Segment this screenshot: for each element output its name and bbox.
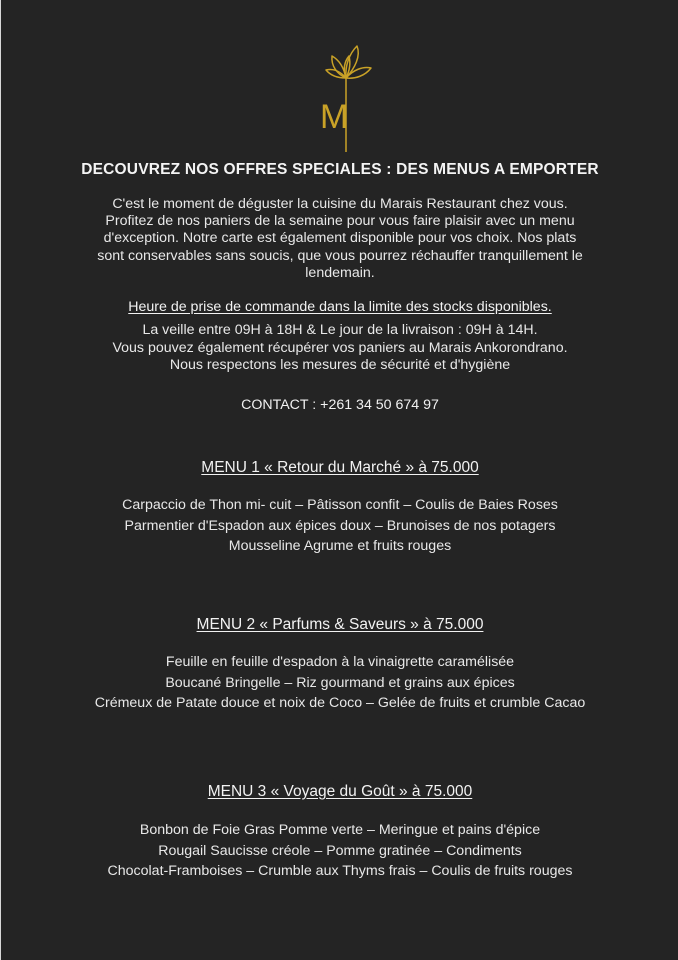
- lotus-m-logo: [299, 34, 379, 154]
- intro-line: lendemain.: [305, 264, 375, 281]
- order-hours-heading: Heure de prise de commande dans la limite des stocks disponibles.: [128, 299, 552, 315]
- menu-1-title: MENU 1 « Retour du Marché » à 75.000: [201, 459, 479, 476]
- intro-line: Profitez de nos paniers de la semaine pour vous faire plaisir avec un menu: [105, 213, 575, 230]
- order-line: Nous respectons les mesures de sécurité et d'hygiène: [169, 357, 511, 373]
- contact-phone: CONTACT : +261 34 50 674 97: [241, 397, 439, 413]
- menu-item: Parmentier d'Espadon aux épices doux – Brunoises de nos potagers: [124, 517, 556, 534]
- order-details: [1, 322, 678, 375]
- menu-3-items: [1, 820, 678, 882]
- menu-1-items: [1, 495, 678, 557]
- menu-2-items: [1, 652, 678, 714]
- menu-item: Boucané Bringelle – Riz gourmand et grains aux épices: [165, 674, 515, 691]
- menu-item: Rougail Saucisse créole – Pomme gratinée – Condiments: [158, 842, 522, 859]
- menu-item: Carpaccio de Thon mi- cuit – Pâtisson confit – Coulis de Baies Roses: [122, 497, 558, 513]
- menu-item: Crémeux de Patate douce et noix de Coco – Gelée de fruits et crumble Cacao: [94, 695, 586, 711]
- page-title: DECOUVREZ NOS OFFRES SPECIALES : DES MENUS A EMPORTER: [81, 161, 599, 178]
- order-line: Vous pouvez également récupérer vos paniers au Marais Ankorondrano.: [112, 339, 568, 356]
- intro-line: d'exception. Notre carte est également disponible pour vos choix. Nos plats: [103, 230, 577, 247]
- menu-2-title: MENU 2 « Parfums & Saveurs » à 75.000: [196, 616, 484, 633]
- intro-line: sont conservables sans soucis, que vous pourrez réchauffer tranquillement le: [97, 247, 583, 264]
- menu-3-title: MENU 3 « Voyage du Goût » à 75.000: [207, 783, 473, 800]
- menu-item: Chocolat-Framboises – Crumble aux Thyms frais – Coulis de fruits rouges: [107, 863, 573, 879]
- menu-item: Feuille en feuille d'espadon à la vinaigrette caramélisée: [165, 654, 515, 670]
- intro-line: C'est le moment de déguster la cuisine du Marais Restaurant chez vous.: [112, 196, 568, 212]
- menu-item: Bonbon de Foie Gras Pomme verte – Meringue et pains d'épice: [139, 822, 541, 838]
- order-line: La veille entre 09H à 18H & Le jour de la livraison : 09H à 14H.: [142, 322, 538, 338]
- intro-paragraph: [1, 196, 678, 282]
- logo-letter: M: [320, 98, 349, 136]
- menu-item: Mousseline Agrume et fruits rouges: [228, 538, 452, 554]
